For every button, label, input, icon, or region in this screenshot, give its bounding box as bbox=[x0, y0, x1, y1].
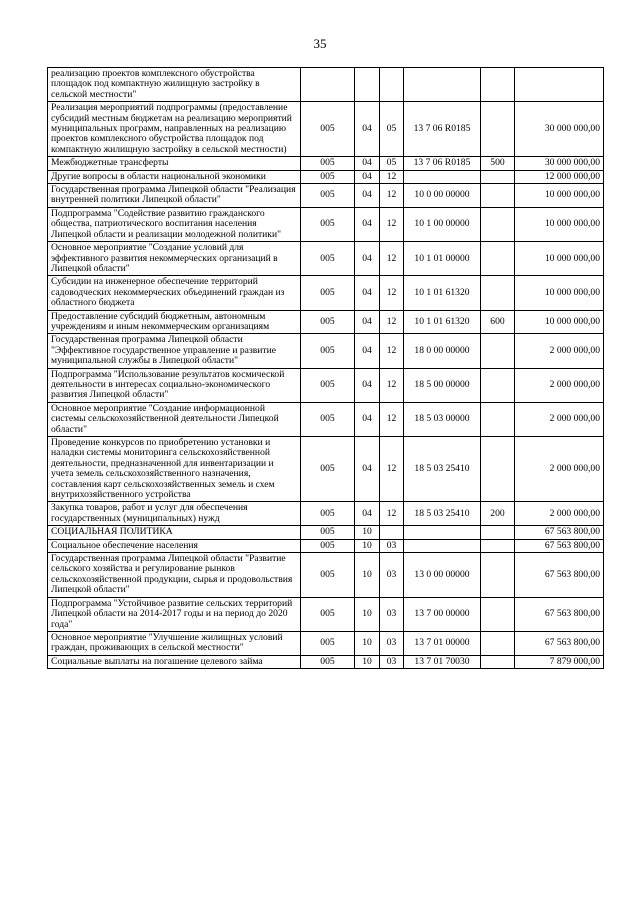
target-article-code: 18 5 03 00000 bbox=[404, 402, 481, 436]
expense-type-code bbox=[481, 207, 515, 241]
target-article-code: 18 5 03 25410 bbox=[404, 502, 481, 526]
admin-code bbox=[301, 68, 355, 102]
amount: 7 879 000,00 bbox=[515, 655, 604, 668]
amount: 2 000 000,00 bbox=[515, 502, 604, 526]
amount: 10 000 000,00 bbox=[515, 310, 604, 334]
subsection-code bbox=[380, 526, 404, 539]
page-number: 35 bbox=[313, 36, 327, 51]
admin-code: 005 bbox=[301, 157, 355, 170]
amount: 2 000 000,00 bbox=[515, 368, 604, 402]
target-article-code: 13 7 01 00000 bbox=[404, 631, 481, 655]
admin-code: 005 bbox=[301, 631, 355, 655]
amount: 67 563 800,00 bbox=[515, 553, 604, 598]
expense-type-code bbox=[481, 68, 515, 102]
subsection-code: 03 bbox=[380, 553, 404, 598]
target-article-code: 18 5 03 25410 bbox=[404, 437, 481, 502]
subsection-code: 03 bbox=[380, 631, 404, 655]
table-row bbox=[48, 242, 604, 276]
expense-type-code bbox=[481, 655, 515, 668]
table-row bbox=[48, 334, 604, 368]
section-code: 10 bbox=[355, 631, 380, 655]
row-name: Подпрограмма "Содействие развитию гражданского общества, патриотического воспитания населения Липецкой области и реализации молодежной политики" bbox=[48, 207, 301, 241]
target-article-code: 13 0 00 00000 bbox=[404, 553, 481, 598]
row-name: Основное мероприятие "Создание условий для эффективного развития некоммерческих организаций в Липецкой области" bbox=[48, 242, 301, 276]
subsection-code: 12 bbox=[380, 437, 404, 502]
amount: 2 000 000,00 bbox=[515, 334, 604, 368]
subsection-code: 12 bbox=[380, 207, 404, 241]
target-article-code: 13 7 06 R0185 bbox=[404, 102, 481, 157]
expense-type-code bbox=[481, 368, 515, 402]
section-code: 10 bbox=[355, 553, 380, 598]
table-row bbox=[48, 402, 604, 436]
subsection-code: 05 bbox=[380, 102, 404, 157]
table-row bbox=[48, 597, 604, 631]
target-article-code: 18 0 00 00000 bbox=[404, 334, 481, 368]
table-row bbox=[48, 68, 604, 102]
row-name: Реализация мероприятий подпрограммы (предоставление субсидий местным бюджетам на реализацию мероприятий муниципальных программ, направленных на реализацию проектов комплексного обустройства площадок под компактную жилищную застройку в сельской местности) bbox=[48, 102, 301, 157]
amount: 67 563 800,00 bbox=[515, 631, 604, 655]
target-article-code: 10 0 00 00000 bbox=[404, 184, 481, 208]
section-code: 04 bbox=[355, 437, 380, 502]
admin-code: 005 bbox=[301, 334, 355, 368]
subsection-code: 12 bbox=[380, 368, 404, 402]
target-article-code: 13 7 01 70030 bbox=[404, 655, 481, 668]
row-name: Основное мероприятие "Улучшение жилищных условий граждан, проживающих в сельской местности" bbox=[48, 631, 301, 655]
expense-type-code bbox=[481, 631, 515, 655]
target-article-code: 10 1 01 61320 bbox=[404, 276, 481, 310]
table-row bbox=[48, 655, 604, 668]
amount bbox=[515, 68, 604, 102]
admin-code: 005 bbox=[301, 539, 355, 552]
section-code: 04 bbox=[355, 242, 380, 276]
table-row bbox=[48, 184, 604, 208]
section-code: 10 bbox=[355, 539, 380, 552]
amount: 10 000 000,00 bbox=[515, 276, 604, 310]
row-name: Предоставление субсидий бюджетным, автономным учреждениям и иным некоммерческим организациям bbox=[48, 310, 301, 334]
amount: 30 000 000,00 bbox=[515, 102, 604, 157]
subsection-code bbox=[380, 68, 404, 102]
row-name: Государственная программа Липецкой области "Развитие сельского хозяйства и регулирование рынков сельскохозяйственной продукции, сырья и продовольствия Липецкой области" bbox=[48, 553, 301, 598]
section-code bbox=[355, 68, 380, 102]
admin-code: 005 bbox=[301, 170, 355, 183]
table-row bbox=[48, 368, 604, 402]
table-row bbox=[48, 631, 604, 655]
section-code: 04 bbox=[355, 402, 380, 436]
subsection-code: 05 bbox=[380, 157, 404, 170]
target-article-code: 13 7 06 R0185 bbox=[404, 157, 481, 170]
amount: 67 563 800,00 bbox=[515, 539, 604, 552]
admin-code: 005 bbox=[301, 597, 355, 631]
row-name: Основное мероприятие "Создание информационной системы сельскохозяйственной деятельности Липецкой области" bbox=[48, 402, 301, 436]
row-name: Межбюджетные трансферты bbox=[48, 157, 301, 170]
table-row bbox=[48, 170, 604, 183]
expense-type-code bbox=[481, 102, 515, 157]
table-row bbox=[48, 526, 604, 539]
table-row bbox=[48, 553, 604, 598]
amount: 2 000 000,00 bbox=[515, 402, 604, 436]
admin-code: 005 bbox=[301, 437, 355, 502]
table-row bbox=[48, 502, 604, 526]
amount: 12 000 000,00 bbox=[515, 170, 604, 183]
expense-type-code bbox=[481, 334, 515, 368]
subsection-code: 12 bbox=[380, 334, 404, 368]
expense-type-code bbox=[481, 437, 515, 502]
expense-type-code bbox=[481, 242, 515, 276]
admin-code: 005 bbox=[301, 310, 355, 334]
expense-type-code bbox=[481, 170, 515, 183]
admin-code: 005 bbox=[301, 242, 355, 276]
target-article-code: 10 1 01 61320 bbox=[404, 310, 481, 334]
section-code: 04 bbox=[355, 184, 380, 208]
expense-type-code: 600 bbox=[481, 310, 515, 334]
admin-code: 005 bbox=[301, 207, 355, 241]
row-name: Социальное обеспечение населения bbox=[48, 539, 301, 552]
amount: 10 000 000,00 bbox=[515, 207, 604, 241]
admin-code: 005 bbox=[301, 368, 355, 402]
section-code: 04 bbox=[355, 157, 380, 170]
subsection-code: 03 bbox=[380, 539, 404, 552]
table-row bbox=[48, 157, 604, 170]
amount: 67 563 800,00 bbox=[515, 526, 604, 539]
target-article-code bbox=[404, 526, 481, 539]
section-code: 04 bbox=[355, 170, 380, 183]
target-article-code: 10 1 01 00000 bbox=[404, 242, 481, 276]
expense-type-code bbox=[481, 597, 515, 631]
target-article-code: 18 5 00 00000 bbox=[404, 368, 481, 402]
row-name: реализацию проектов комплексного обустройства площадок под компактную жилищную застройку в сельской местности" bbox=[48, 68, 301, 102]
expense-type-code bbox=[481, 184, 515, 208]
expense-type-code bbox=[481, 553, 515, 598]
admin-code: 005 bbox=[301, 553, 355, 598]
budget-table bbox=[47, 67, 604, 669]
amount: 30 000 000,00 bbox=[515, 157, 604, 170]
subsection-code: 12 bbox=[380, 502, 404, 526]
target-article-code bbox=[404, 170, 481, 183]
subsection-code: 12 bbox=[380, 170, 404, 183]
target-article-code: 10 1 00 00000 bbox=[404, 207, 481, 241]
row-name: Другие вопросы в области национальной экономики bbox=[48, 170, 301, 183]
expense-type-code bbox=[481, 402, 515, 436]
amount: 67 563 800,00 bbox=[515, 597, 604, 631]
admin-code: 005 bbox=[301, 184, 355, 208]
table-row bbox=[48, 276, 604, 310]
admin-code: 005 bbox=[301, 102, 355, 157]
section-code: 10 bbox=[355, 526, 380, 539]
admin-code: 005 bbox=[301, 655, 355, 668]
expense-type-code bbox=[481, 539, 515, 552]
section-code: 04 bbox=[355, 207, 380, 241]
section-code: 04 bbox=[355, 102, 380, 157]
amount: 10 000 000,00 bbox=[515, 242, 604, 276]
section-code: 04 bbox=[355, 502, 380, 526]
row-name: Государственная программа Липецкой области "Эффективное государственное управление и развитие муниципальной службы в Липецкой области" bbox=[48, 334, 301, 368]
row-name: Государственная программа Липецкой области "Реализация внутренней политики Липецкой области" bbox=[48, 184, 301, 208]
table-row bbox=[48, 539, 604, 552]
table-row bbox=[48, 102, 604, 157]
section-code: 10 bbox=[355, 597, 380, 631]
table-row bbox=[48, 437, 604, 502]
section-code: 04 bbox=[355, 368, 380, 402]
row-name: Субсидии на инженерное обеспечение территорий садоводческих некоммерческих объединений граждан из областного бюджета bbox=[48, 276, 301, 310]
amount: 10 000 000,00 bbox=[515, 184, 604, 208]
subsection-code: 12 bbox=[380, 402, 404, 436]
row-name: СОЦИАЛЬНАЯ ПОЛИТИКА bbox=[48, 526, 301, 539]
amount: 2 000 000,00 bbox=[515, 437, 604, 502]
section-code: 04 bbox=[355, 334, 380, 368]
expense-type-code bbox=[481, 526, 515, 539]
expense-type-code: 500 bbox=[481, 157, 515, 170]
section-code: 04 bbox=[355, 310, 380, 334]
subsection-code: 03 bbox=[380, 597, 404, 631]
admin-code: 005 bbox=[301, 276, 355, 310]
row-name: Подпрограмма "Устойчивое развитие сельских территорий Липецкой области на 2014-2017 годы и на период до 2020 года" bbox=[48, 597, 301, 631]
row-name: Проведение конкурсов по приобретению установки и наладки системы мониторинга сельскохозяйственной деятельности, предназначенной для инвентаризации и учета земель сельскохозяйственного назначения, составления карт сельскохозяйственных земель и схем внутрихозяйственного устройства bbox=[48, 437, 301, 502]
admin-code: 005 bbox=[301, 526, 355, 539]
subsection-code: 12 bbox=[380, 184, 404, 208]
expense-type-code bbox=[481, 276, 515, 310]
admin-code: 005 bbox=[301, 502, 355, 526]
subsection-code: 12 bbox=[380, 310, 404, 334]
expense-type-code: 200 bbox=[481, 502, 515, 526]
table-row bbox=[48, 207, 604, 241]
row-name: Социальные выплаты на погашение целевого займа bbox=[48, 655, 301, 668]
row-name: Подпрограмма "Использование результатов космической деятельности в интересах социально-экономического развития Липецкой области" bbox=[48, 368, 301, 402]
target-article-code: 13 7 00 00000 bbox=[404, 597, 481, 631]
subsection-code: 03 bbox=[380, 655, 404, 668]
subsection-code: 12 bbox=[380, 276, 404, 310]
section-code: 10 bbox=[355, 655, 380, 668]
subsection-code: 12 bbox=[380, 242, 404, 276]
admin-code: 005 bbox=[301, 402, 355, 436]
target-article-code bbox=[404, 539, 481, 552]
row-name: Закупка товаров, работ и услуг для обеспечения государственных (муниципальных) нужд bbox=[48, 502, 301, 526]
target-article-code bbox=[404, 68, 481, 102]
section-code: 04 bbox=[355, 276, 380, 310]
table-row bbox=[48, 310, 604, 334]
